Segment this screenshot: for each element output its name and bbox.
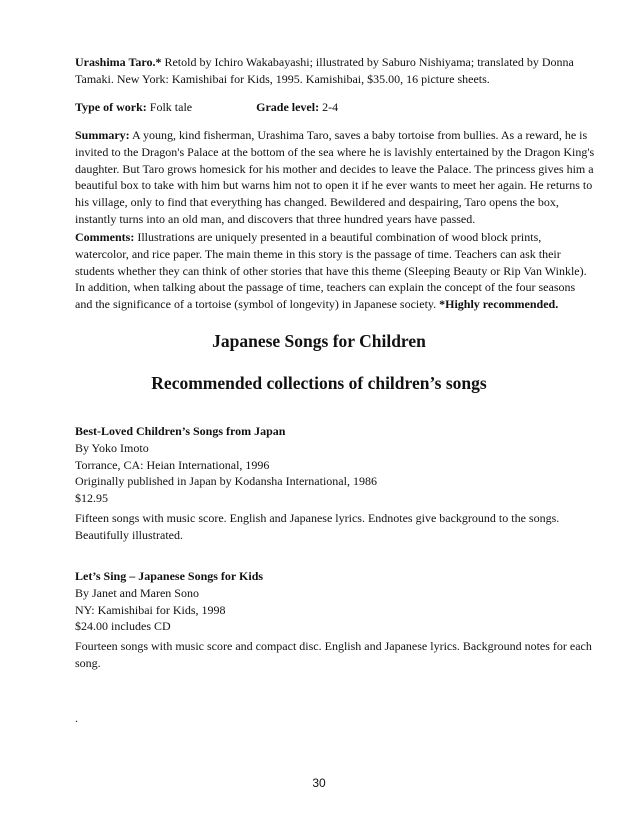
book-title: Urashima Taro.* bbox=[75, 55, 162, 69]
comments-highlight: *Highly recommended. bbox=[439, 297, 559, 312]
summary-paragraph bbox=[75, 127, 595, 228]
comments-label: Comments: bbox=[75, 230, 135, 244]
songbook-author: By Yoko Imoto bbox=[75, 440, 149, 455]
comments-paragraph bbox=[75, 229, 595, 313]
type-of-work-value: Folk tale bbox=[149, 100, 193, 114]
songbook-author: By Janet and Maren Sono bbox=[75, 585, 199, 600]
section-title: Japanese Songs for Children bbox=[212, 331, 426, 351]
grade-level-label: Grade level: bbox=[256, 100, 320, 114]
book-citation-text: Retold by Ichiro Wakabayashi; illustrated by Saburo Nishiyama; translated by Donna Tamaki. New York: Kamishibai for Kids, 1995. Kamishibai, $35.00, 16 picture sheets. bbox=[75, 55, 574, 86]
stray-mark: . bbox=[75, 711, 78, 725]
summary-label: Summary: bbox=[75, 128, 130, 142]
songbook-description: Fourteen songs with music score and compact disc. English and Japanese lyrics. Background notes for each song. bbox=[75, 639, 592, 670]
songbook-title: Let’s Sing – Japanese Songs for Kids bbox=[75, 569, 264, 583]
page-number: 30 bbox=[312, 776, 326, 790]
book-citation bbox=[75, 54, 595, 88]
songbook-description: Fifteen songs with music score. English and Japanese lyrics. Endnotes give background to the songs. Beautifully illustrated. bbox=[75, 511, 560, 542]
section-subtitle: Recommended collections of children’s songs bbox=[151, 373, 487, 393]
songbook-publisher: NY: Kamishibai for Kids, 1998 bbox=[75, 602, 226, 617]
summary-text: A young, kind fisherman, Urashima Taro, saves a baby tortoise from bullies. As a reward, he is invited to the Dragon's Palace at the bottom of the sea where he is lavishly entertained by the Dragon King's daughter. But Taro grows homesick for his mother and decides to leave the Palace. The princess gives him a beautiful box to take with him but warns him not to open it if he ever wants to meet her again. He returns to his village, only to find that everything has changed. Bewildered and despairing, Taro opens the box, instantly turns into an old man, and discovers that three hundred years have passed. bbox=[75, 128, 595, 226]
grade-level-value: 2-4 bbox=[322, 100, 339, 114]
songbook-entry-2 bbox=[75, 568, 595, 635]
songbook-entry-1 bbox=[75, 423, 595, 507]
songbook-origin: Originally published in Japan by Kodansha International, 1986 bbox=[75, 474, 377, 489]
comments-text: Illustrations are uniquely presented in a beautiful combination of wood block prints, watercolor, and rice paper. The main theme in this story is the passage of time. Teachers can ask their students whether they can think of other stories that have this theme (Sleeping Beauty or Rip Van Winkle). In addition, when talking about the passage of time, teachers can explain the concept of the four seasons and the significance of a tortoise (symbol of longevity) in Japanese society. bbox=[75, 230, 587, 312]
work-info-line bbox=[75, 99, 595, 116]
songbook-price: $12.95 bbox=[75, 491, 108, 506]
songbook-title: Best-Loved Children’s Songs from Japan bbox=[75, 424, 286, 438]
songbook-price: $24.00 includes CD bbox=[75, 619, 171, 634]
songbook-publisher: Torrance, CA: Heian International, 1996 bbox=[75, 457, 270, 472]
type-of-work-label: Type of work: bbox=[75, 100, 147, 114]
